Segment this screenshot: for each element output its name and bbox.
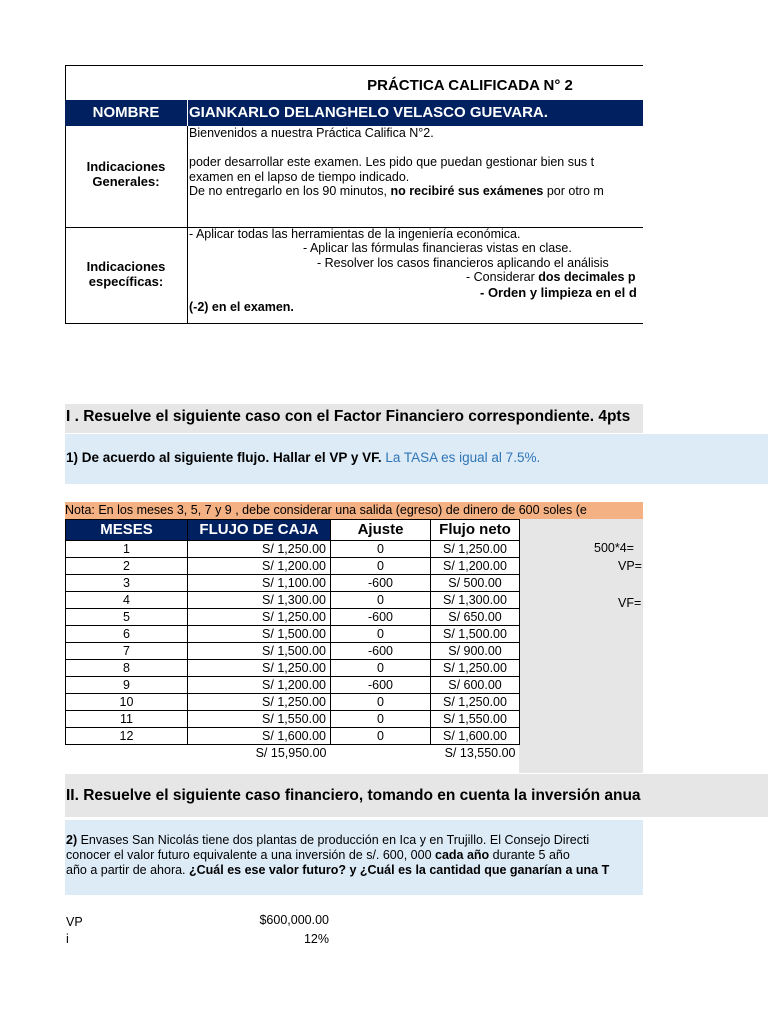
section2-question-box [65,820,643,895]
table-row [66,677,520,694]
general-label: Indicaciones Generales: [86,159,166,189]
cell-mes[interactable]: 2 [66,558,188,575]
cell-mes[interactable]: 7 [66,643,188,660]
cell-mes[interactable]: 3 [66,575,188,592]
cell-mes[interactable]: 6 [66,626,188,643]
section2-line-3a: año a partir de ahora. [66,863,189,877]
specific-bold-3: (-2) en el examen. [189,300,294,314]
cell-ajuste[interactable]: 0 [331,541,431,558]
table-row [66,609,520,626]
cell-neto[interactable]: S/ 1,500.00 [431,626,520,643]
table-totals-row [66,745,520,762]
section2-title-bar [65,774,768,817]
section2-line-2 [66,848,643,863]
table-row [66,575,520,592]
vp-value[interactable]: $600,000.00 [259,913,329,927]
side-formula: 500*4= [594,541,634,555]
total-flujo: S/ 15,950.00 [255,746,327,761]
cash-flow-table [65,519,520,762]
col-ajuste: Ajuste [331,520,431,541]
vp-label: VP [66,915,83,929]
section2-qnum: 2) [66,833,78,847]
cell-neto[interactable]: S/ 600.00 [431,677,520,694]
cell-neto[interactable]: S/ 1,250.00 [431,660,520,677]
cell-flujo[interactable]: S/ 1,200.00 [188,677,331,694]
cell-mes[interactable]: 1 [66,541,188,558]
i-label: i [66,932,69,946]
cell-ajuste[interactable]: 0 [331,694,431,711]
col-neto: Flujo neto [431,520,520,541]
i-value[interactable]: 12% [303,932,329,946]
total-empty [66,745,188,762]
col-meses: MESES [66,520,188,541]
general-line-2: poder desarrollar este examen. Les pido que puedan gestionar bien sus t [189,155,595,169]
cell-ajuste[interactable]: 0 [331,626,431,643]
cell-neto[interactable]: S/ 1,250.00 [431,541,520,558]
cell-neto[interactable]: S/ 1,200.00 [431,558,520,575]
section2-line-3 [66,863,643,878]
section2-line-2b: cada año [435,848,490,862]
cell-flujo[interactable]: S/ 1,250.00 [188,609,331,626]
section1-question [66,450,540,465]
general-line-3: examen en el lapso de tiempo indicado. [189,170,410,184]
side-vf: VF= [618,596,642,610]
specific-line-2: - Aplicar las fórmulas financieras vistas en clase. [303,241,572,255]
name-label: NOMBRE [65,100,188,126]
col-flujo: FLUJO DE CAJA [188,520,331,541]
table-row [66,711,520,728]
cell-ajuste[interactable]: -600 [331,575,431,592]
cell-ajuste[interactable]: 0 [331,711,431,728]
table-body [66,541,520,745]
section1-question-bold: 1) De acuerdo al siguiente flujo. Hallar el VP y VF. [66,450,382,465]
section2-line-1-text: Envases San Nicolás tiene dos plantas de producción en Ica y en Trujillo. El Consejo Directi [77,833,590,847]
cell-neto[interactable]: S/ 1,600.00 [431,728,520,745]
table-row [66,558,520,575]
cell-neto[interactable]: S/ 500.00 [431,575,520,592]
section2-title: II. Resuelve el siguiente caso financiero, tomando en cuenta la inversión anua [66,787,641,804]
cell-neto[interactable]: S/ 1,250.00 [431,694,520,711]
specific-line-1: - Aplicar todas las herramientas de la ingeniería económica. [189,227,521,241]
total-neto: S/ 13,550.00 [444,746,516,761]
name-row [65,100,643,126]
cell-neto[interactable]: S/ 1,300.00 [431,592,520,609]
cell-neto[interactable]: S/ 900.00 [431,643,520,660]
general-tail: por otro m [543,184,604,198]
general-line-4 [189,184,643,199]
table-row [66,728,520,745]
cell-flujo[interactable]: S/ 1,550.00 [188,711,331,728]
page-title: PRÁCTICA CALIFICADA N° 2 [367,77,573,94]
table-row [66,660,520,677]
cell-ajuste[interactable]: -600 [331,643,431,660]
table-row [66,592,520,609]
section1-title: I . Resuelve el siguiente caso con el Factor Financiero correspondiente. 4pts [66,408,631,425]
table-row [66,694,520,711]
general-line-1: Bienvenidos a nuestra Práctica Califica N°2. [189,126,434,140]
cell-mes[interactable]: 8 [66,660,188,677]
specific-line-4-start: - Considerar [466,270,539,284]
cell-mes[interactable]: 10 [66,694,188,711]
cell-ajuste[interactable]: 0 [331,728,431,745]
cell-ajuste[interactable]: 0 [331,558,431,575]
section2-line-3b: ¿Cuál es ese valor futuro? y ¿Cuál es la cantidad que ganarían a una T [189,863,610,877]
cell-flujo[interactable]: S/ 1,250.00 [188,660,331,677]
section2-line-2a: conocer el valor futuro equivalente a una inversión de s/. 600, 000 [66,848,435,862]
section1-note: Nota: En los meses 3, 5, 7 y 9 , debe considerar una salida (egreso) de dinero de 600 soles (e [65,502,643,519]
specific-bold-2: - Orden y limpieza en el d [480,285,637,300]
section1-question-rate: La TASA es igual al 7.5%. [381,450,541,465]
section2-line-1 [66,833,643,848]
cell-mes[interactable]: 12 [66,728,188,745]
cell-ajuste[interactable]: -600 [331,609,431,626]
cell-flujo[interactable]: S/ 1,500.00 [188,626,331,643]
side-vp: VP= [618,559,642,573]
section1-question-box [65,434,768,484]
cell-flujo[interactable]: S/ 1,600.00 [188,728,331,745]
cell-neto[interactable]: S/ 1,550.00 [431,711,520,728]
table-row [66,626,520,643]
section1-title-bar [65,404,643,433]
cell-flujo[interactable]: S/ 1,250.00 [188,694,331,711]
cell-ajuste[interactable]: -600 [331,677,431,694]
cell-ajuste[interactable]: 0 [331,592,431,609]
cell-mes[interactable]: 4 [66,592,188,609]
total-empty-2 [331,745,431,762]
cell-mes[interactable]: 5 [66,609,188,626]
table-header-row [66,520,520,541]
header-divider [187,126,188,324]
specific-line-3: - Resolver los casos financieros aplicando el análisis [317,256,609,270]
cell-ajuste[interactable]: 0 [331,660,431,677]
cell-mes[interactable]: 9 [66,677,188,694]
general-bold: no recibiré sus exámenes [390,184,544,198]
cell-mes[interactable]: 11 [66,711,188,728]
cell-flujo[interactable]: S/ 1,100.00 [188,575,331,592]
cell-flujo[interactable]: S/ 1,250.00 [188,541,331,558]
table-row [66,541,520,558]
name-value[interactable]: GIANKARLO DELANGHELO VELASCO GUEVARA. [189,104,548,121]
cell-flujo[interactable]: S/ 1,300.00 [188,592,331,609]
cell-neto[interactable]: S/ 650.00 [431,609,520,626]
specific-label: Indicaciones específicas: [86,259,166,289]
cell-flujo[interactable]: S/ 1,200.00 [188,558,331,575]
general-line-4-start: De no entregarlo en los 90 minutos, [189,184,391,198]
specific-line-4 [466,270,643,285]
side-gray-area [519,519,643,773]
cell-flujo[interactable]: S/ 1,500.00 [188,643,331,660]
section2-line-2c: durante 5 año [489,848,570,862]
specific-bold-1: dos decimales p [538,270,636,284]
table-row [66,643,520,660]
